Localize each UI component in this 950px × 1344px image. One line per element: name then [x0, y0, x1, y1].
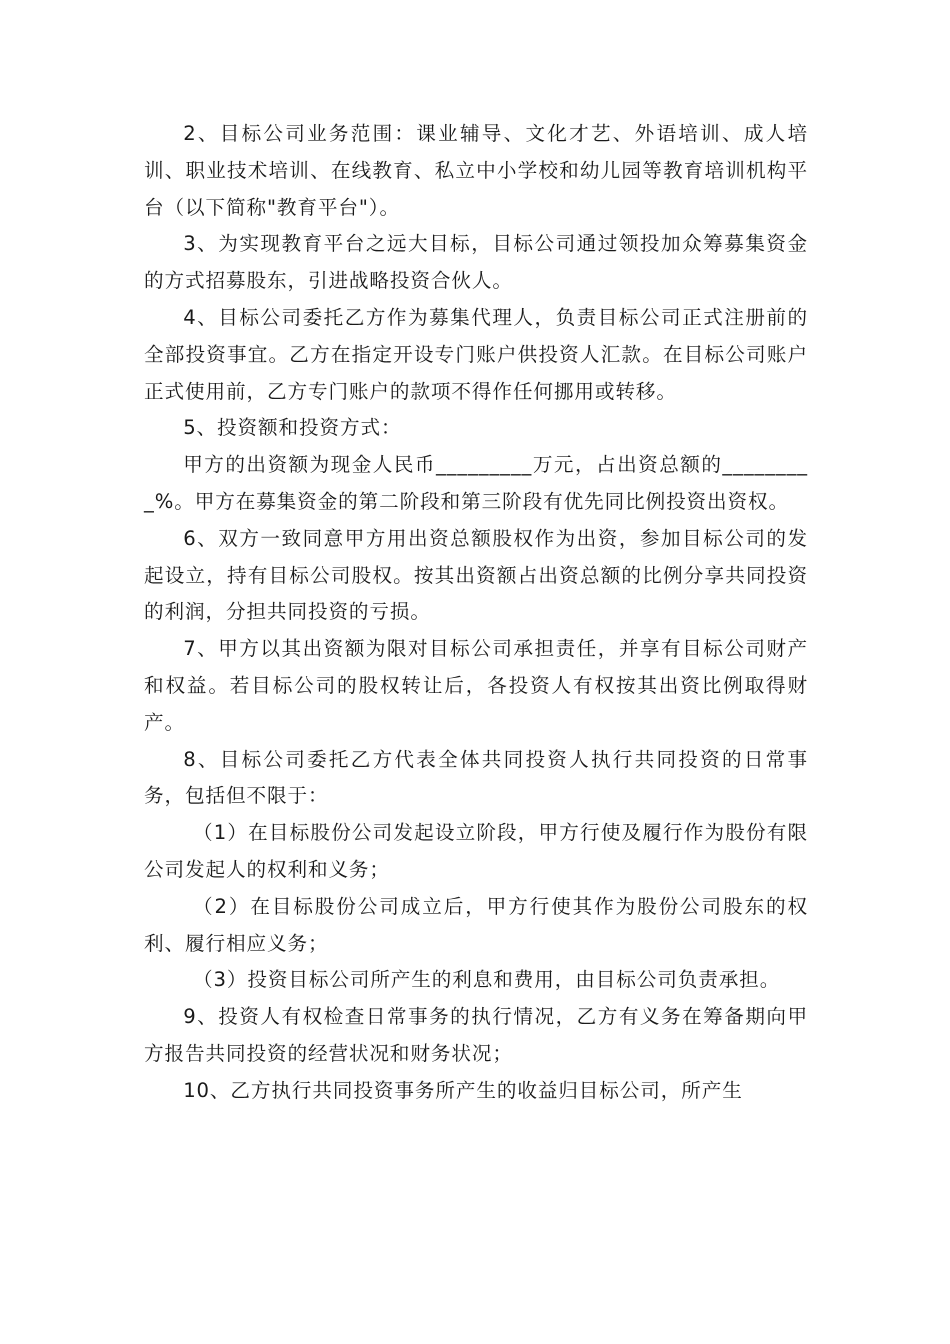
clause-8-daily-affairs: 8、目标公司委托乙方代表全体共同投资人执行共同投资的日常事务，包括但不限于： — [144, 747, 808, 808]
clause-8-item-3: （3）投资目标公司所产生的利息和费用，由目标公司负责承担。 — [193, 968, 781, 992]
clause-5-investment-amount: 甲方的出资额为现金人民币_________万元，占出资总额的_________%。甲方在募集资金的第二阶段和第三阶段有优先同比例投资出资权。 — [144, 453, 808, 513]
clause-4-fundraising-agent: 4、目标公司委托乙方作为募集代理人，负责目标公司正式注册前的全部投资事宜。乙方在指定开设专门账户供投资人汇款。在目标公司账户正式使用前，乙方专门账户的款项不得作任何挪用或转移。 — [144, 305, 808, 403]
clause-9-inspection-right: 9、投资人有权检查日常事务的执行情况，乙方有义务在筹备期向甲方报告共同投资的经营状况和财务状况； — [144, 1005, 808, 1065]
clause-2-business-scope: 2、目标公司业务范围：课业辅导、文化才艺、外语培训、成人培训、职业技术培训、在线教育、私立中小学校和幼儿园等教育培训机构平台（以下简称"教育平台"）。 — [144, 122, 808, 219]
clause-6-equity-contribution: 6、双方一致同意甲方用出资总额股权作为出资，参加目标公司的发起设立，持有目标公司股权。按其出资额占出资总额的比例分享共同投资的利润，分担共同投资的亏损。 — [144, 526, 808, 624]
clause-5-investment-heading: 5、投资额和投资方式： — [183, 416, 402, 440]
clause-3-fundraising-goal: 3、为实现教育平台之远大目标，目标公司通过领投加众筹募集资金的方式招募股东，引进战略投资合伙人。 — [144, 232, 808, 293]
clause-7-liability: 7、甲方以其出资额为限对目标公司承担责任，并享有目标公司财产和权益。若目标公司的股权转让后，各投资人有权按其出资比例取得财产。 — [144, 637, 808, 734]
clause-8-item-2: （2）在目标股份公司成立后，甲方行使其作为股份公司股东的权利、履行相应义务； — [144, 894, 808, 955]
clause-10-earnings: 10、乙方执行共同投资事务所产生的收益归目标公司，所产生 — [183, 1078, 743, 1102]
document-page — [144, 116, 808, 1110]
clause-8-item-1: （1）在目标股份公司发起设立阶段，甲方行使及履行作为股份有限公司发起人的权利和义务； — [144, 821, 808, 881]
